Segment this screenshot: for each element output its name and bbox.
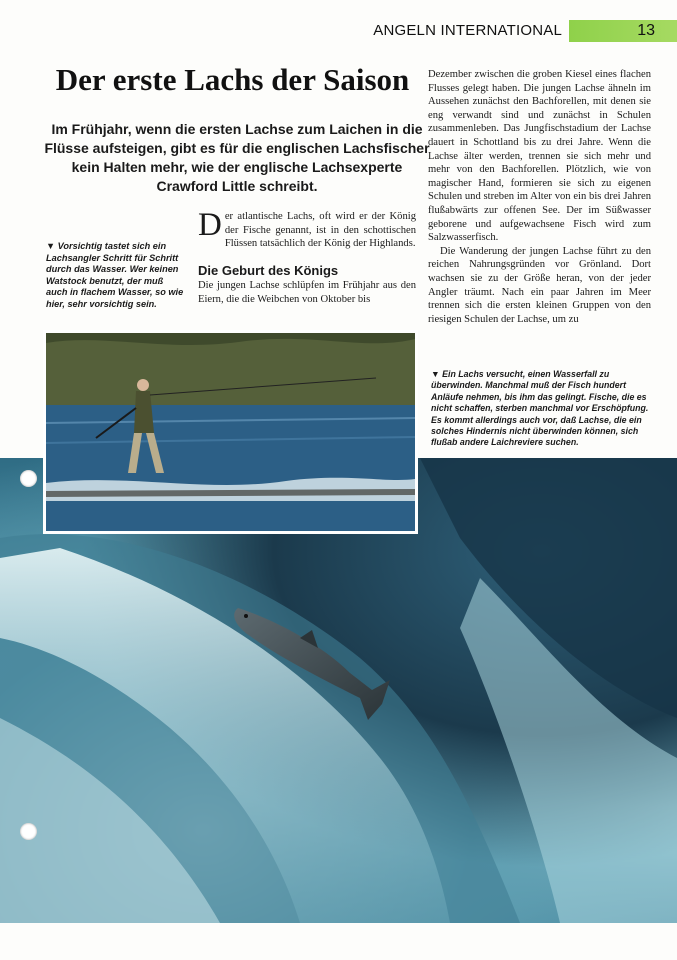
- running-header: [0, 20, 677, 42]
- right-column: [428, 68, 651, 326]
- article-lead: Im Frühjahr, wenn die ersten Lachse zum Laichen in die Flüsse aufsteigen, gibt es für die englischen Lachsfischer kein Halten mehr, wie der englische Lachsexperte Crawford Little schreibt.: [44, 121, 430, 194]
- page-number: 13: [637, 22, 655, 39]
- right-paragraph-2: Die Wanderung der jungen Lachse führt zu den reichen Nahrungsgründen vor Grönland. Dort wachsen sie zu der Größe heran, von der jeder Angler träumt. Nach ein paar Jahren im Meer trennen sich die ersten kleinen Gruppen von den riesigen Schulen der Lachse, um zu: [428, 245, 651, 325]
- page-number-box: [569, 20, 677, 42]
- angler-photo-caption: ▼ Vorsichtig tastet sich ein Lachsangler Schritt für Schritt durch das Wasser. Wer keinen Watstock benutzt, der muß auch in flachem Wasser, so wie hier, sehr vorsichtig sein.: [46, 241, 184, 309]
- section-heading: Die Geburt des Königs: [198, 263, 339, 278]
- article-title: Der erste Lachs der Saison: [55, 62, 410, 97]
- intro-text: er atlantische Lachs, oft wird er der König der Fische genannt, ist in den schottischen Flüssen tatsächlich der König der Highlands.: [224, 211, 416, 250]
- punch-hole-bottom: [20, 823, 37, 840]
- waterfall-photo-caption: ▼ Ein Lachs versucht, einen Wasserfall zu überwinden. Manchmal muß der Fisch hundert Anläufe nehmen, bis ihm das gelingt. Fische, die es nicht schaffen, sterben manchmal vor Erschöpfung. Es kommt allerdings auch vor, daß Lachse, die ein solches Hindernis nicht überwinden können, sich flußab andere Laichreviere suchen.: [431, 369, 649, 448]
- right-paragraph-1: Dezember zwischen die groben Kiesel eines flachen Flusses gelegt haben. Die jungen Lachse ähneln im Aussehen zunächst den Bachforellen, mit denen sie eng verwandt sind und zunächst in Schulen zusammenleben. Das Jungfischstadium der Lachse dauert in Schottland bis zu drei Jahre. Wenn die Lachse älter werden, trennen sie sich mehr und mehr von den Bachforellen. Plötzlich, wie von magischer Hand, formieren sie sich zu eigenen Schulen und streben im Alter von ein bis drei Jahren flußabwärts zur offenen See. Der im Süßwasser geborene und aufgewachsene Fisch wird zum Salzwasserfisch.: [428, 69, 651, 244]
- section-label: ANGELN INTERNATIONAL: [373, 22, 562, 39]
- intro-paragraph: [198, 207, 416, 251]
- angler-illustration: [46, 333, 415, 531]
- section-paragraph: Die jungen Lachse schlüpfen im Frühjahr aus den Eiern, die die Weibchen von Oktober bis: [198, 280, 416, 305]
- punch-hole-top: [20, 470, 37, 487]
- angler-photo: [43, 330, 418, 534]
- drop-cap: D: [198, 207, 222, 243]
